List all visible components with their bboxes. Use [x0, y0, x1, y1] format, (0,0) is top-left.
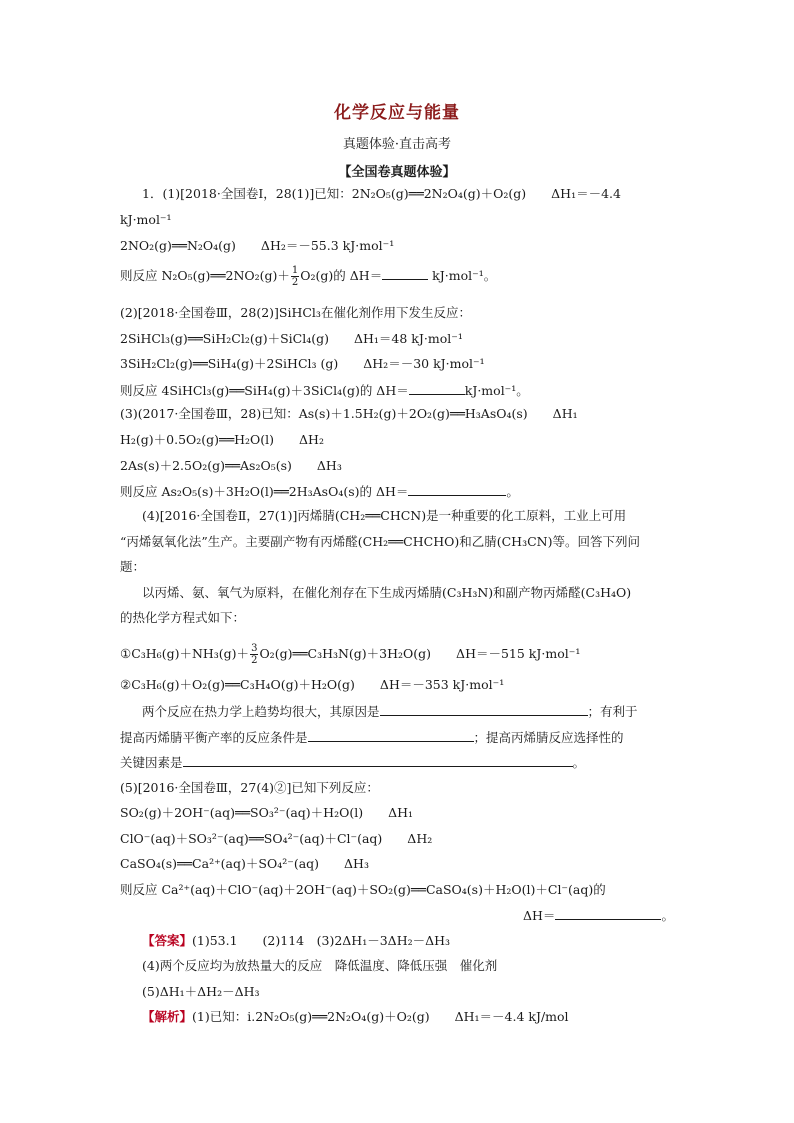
q5-eq-2: ClO⁻(aq)＋SO₃²⁻(aq)══SO₄²⁻(aq)＋Cl⁻(aq) ΔH₂: [120, 831, 433, 846]
q1-line-4-text-a: 则反应 N₂O₅(g)══2NO₂(g)＋: [120, 268, 290, 283]
q2-eq-1: 2SiHCl₃(g)══SiH₂Cl₂(g)＋SiCl₄(g) ΔH₁＝48 kJ·mol⁻¹: [120, 331, 463, 346]
q3-intro: (3)(2017·全国卷Ⅲ，28)已知：As(s)＋1.5H₂(g)＋2O₂(g)══H₃AsO₄(s) ΔH₁: [120, 406, 578, 421]
q4-equation-1: ①C₃H₆(g)＋NH₃(g)＋ $\frac{3}{2}$ O₂(g)══C₃H₃N(g)＋3H₂O(g) ΔH＝－515 kJ·mol⁻¹: [120, 643, 581, 666]
q5-answer-line: ΔH＝ 。: [523, 908, 674, 923]
q4-line-2: “丙烯氨氧化法”生产。主要副产物有丙烯醛(CH₂══CHCHO)和乙腈(CH₃CN)等。回答下列问: [120, 534, 640, 549]
q1-line-2: kJ·mol⁻¹: [120, 212, 172, 227]
q5-intro: (5)[2016·全国卷Ⅲ，27(4)②]已知下列反应：: [120, 780, 379, 795]
q4-line-4: 以丙烯、氨、氧气为原料，在催化剂存在下生成丙烯腈(C₃H₃N)和副产物丙烯醛(C₃H₄O): [142, 585, 632, 600]
fraction-one-half: $\frac{1}{2}$: [291, 265, 299, 288]
page-subtitle: 真题体验·直击高考: [342, 137, 452, 152]
answer-line-1: 【答案】(1)53.1 (2)114 (3)2ΔH₁－3ΔH₂－ΔH₃: [142, 933, 451, 948]
page-title: 化学反应与能量: [334, 103, 460, 123]
answer-blank-1[interactable]: [382, 266, 428, 280]
q2-intro: (2)[2018·全国卷Ⅲ，28(2)]SiHCl₃在催化剂作用下发生反应：: [120, 305, 471, 320]
q4-line-1: (4)[2016·全国卷Ⅱ，27(1)]丙烯腈(CH₂══CHCN)是一种重要的化工原料，工业上可用: [142, 508, 627, 523]
q4-line-3: 题：: [120, 559, 146, 574]
q4-question-1: 两个反应在热力学上趋势均很大，其原因是 ；有利于: [142, 704, 638, 719]
answer-blank-7[interactable]: [555, 906, 661, 920]
q1-line-4-text-c: kJ·mol⁻¹。: [428, 268, 497, 283]
answer-blank-4[interactable]: [380, 702, 588, 716]
answer-blank-5[interactable]: [308, 728, 474, 742]
answer-line-3: (5)ΔH₁＋ΔH₂－ΔH₃: [142, 984, 260, 999]
q3-eq-1: H₂(g)＋0.5O₂(g)══H₂O(l) ΔH₂: [120, 432, 324, 447]
q3-question: 则反应 As₂O₅(s)＋3H₂O(l)══2H₃AsO₄(s)的 ΔH＝ 。: [120, 484, 519, 499]
q2-question: 则反应 4SiHCl₃(g)══SiH₄(g)＋3SiCl₄(g)的 ΔH＝ kJ·mol⁻¹。: [120, 383, 529, 398]
q4-equation-2: ②C₃H₆(g)＋O₂(g)══C₃H₄O(g)＋H₂O(g) ΔH＝－353 kJ·mol⁻¹: [120, 677, 505, 692]
q1-line-3: 2NO₂(g)══N₂O₄(g) ΔH₂＝－55.3 kJ·mol⁻¹: [120, 238, 395, 253]
q5-eq-3: CaSO₄(s)══Ca²⁺(aq)＋SO₄²⁻(aq) ΔH₃: [120, 856, 369, 871]
analysis-label: 【解析】: [142, 1009, 193, 1024]
q4-line-5: 的热化学方程式如下：: [120, 610, 246, 625]
section-heading: 【全国卷真题体验】: [338, 165, 456, 180]
answer-blank-6[interactable]: [183, 753, 573, 767]
q2-eq-2: 3SiH₂Cl₂(g)══SiH₄(g)＋2SiHCl₃ (g) ΔH₂＝－30 kJ·mol⁻¹: [120, 356, 485, 371]
q1-line-4-text-b: O₂(g)的 ΔH＝: [300, 268, 383, 283]
q1-line-4: [120, 265, 496, 288]
q4-question-3: 关键因素是 。: [120, 755, 586, 770]
q1-line-1: 1．(1)[2018·全国卷Ⅰ，28(1)]已知：2N₂O₅(g)══2N₂O₄(g)＋O₂(g) ΔH₁＝－4.4: [142, 186, 621, 201]
answer-label: 【答案】: [142, 933, 193, 948]
answer-blank-3[interactable]: [408, 482, 506, 496]
answer-blank-2[interactable]: [409, 381, 465, 395]
q5-eq-1: SO₂(g)＋2OH⁻(aq)══SO₃²⁻(aq)＋H₂O(l) ΔH₁: [120, 805, 414, 820]
fraction-three-halves: $\frac{3}{2}$: [251, 643, 258, 666]
answer-line-2: (4)两个反应均为放热量大的反应 降低温度、降低压强 催化剂: [142, 958, 498, 973]
q4-question-2: 提高丙烯腈平衡产率的反应条件是 ；提高丙烯腈反应选择性的: [120, 730, 624, 745]
analysis-line-1: 【解析】(1)已知：ⅰ.2N₂O₅(g)══2N₂O₄(g)＋O₂(g) ΔH₁＝－4.4 kJ/mol: [142, 1009, 569, 1024]
q5-question: 则反应 Ca²⁺(aq)＋ClO⁻(aq)＋2OH⁻(aq)＋SO₂(g)══CaSO₄(s)＋H₂O(l)＋Cl⁻(aq)的: [120, 882, 606, 897]
q3-eq-2: 2As(s)＋2.5O₂(g)══As₂O₅(s) ΔH₃: [120, 458, 342, 473]
